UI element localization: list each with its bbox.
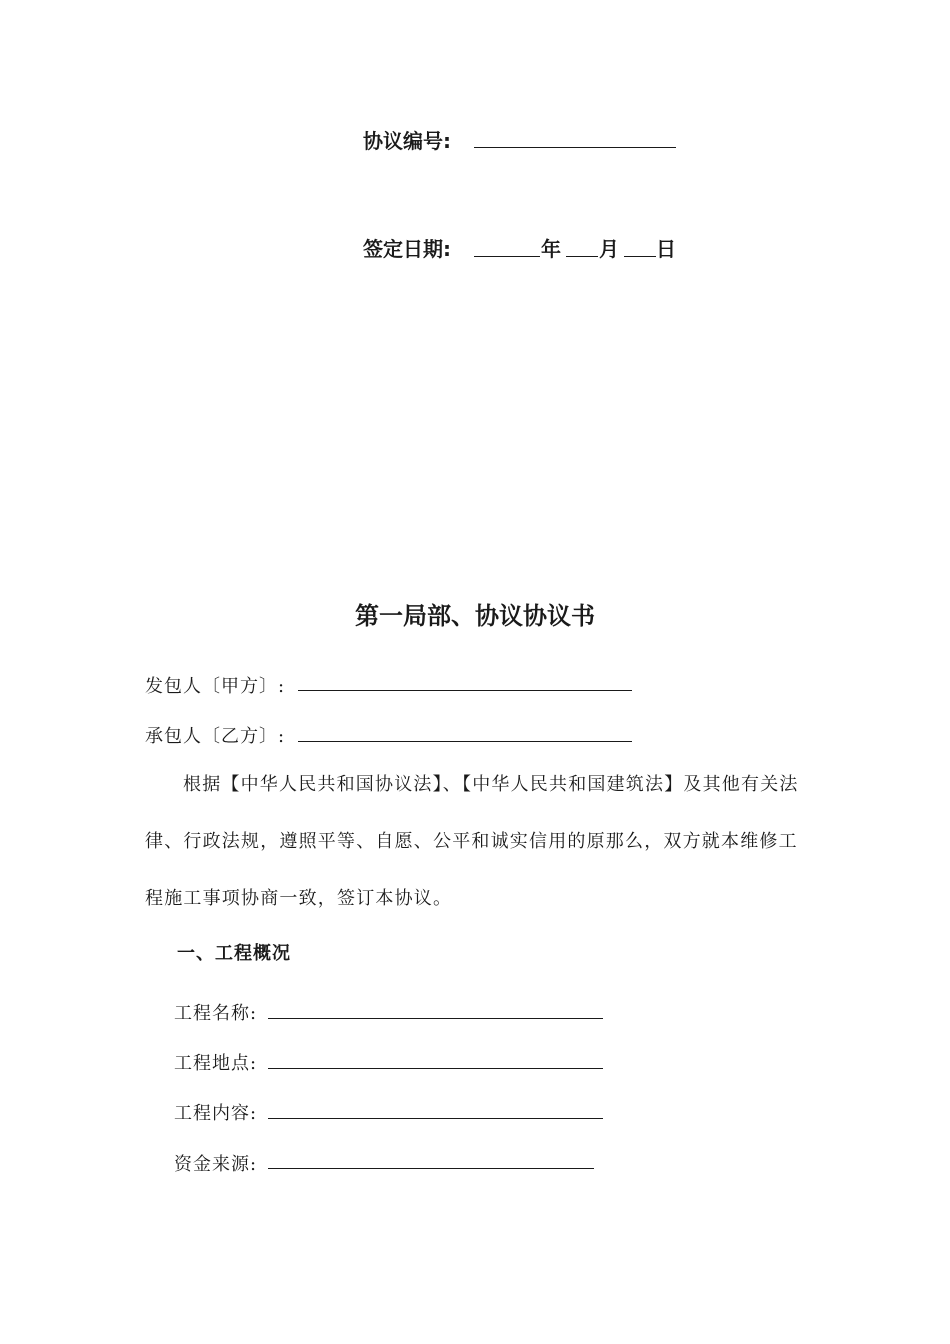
project-location-blank[interactable] — [268, 1068, 603, 1069]
employer-label: 发包人〔甲方〕: — [145, 676, 286, 697]
year-label: 年 — [541, 237, 561, 261]
month-label: 月 — [599, 237, 619, 261]
day-label: 日 — [656, 237, 676, 261]
contractor-label: 承包人〔乙方〕: — [145, 726, 286, 747]
intro-paragraph: 根据【中华人民共和国协议法】、【中华人民共和国建筑法】及其他有关法律、行政法规，遵照平等、自愿、公平和诚实信用的原那么，双方就本维修工程施工事项协商一致，签订本协议。 — [145, 774, 799, 909]
project-content-blank[interactable] — [268, 1118, 603, 1119]
project-name-blank[interactable] — [268, 1018, 603, 1019]
section-title: 第一局部、协议协议书 — [355, 602, 595, 630]
overview-heading: 一、工程概况 — [177, 943, 291, 964]
agreement-number-blank[interactable] — [474, 147, 676, 148]
sign-date-row — [363, 233, 451, 262]
agreement-number-row — [363, 125, 451, 154]
sign-month-blank[interactable] — [566, 256, 598, 257]
funding-source-blank[interactable] — [268, 1168, 594, 1169]
project-content-label: 工程内容: — [174, 1103, 258, 1124]
funding-source-label: 资金来源: — [174, 1154, 258, 1175]
contractor-blank[interactable] — [298, 741, 632, 742]
employer-blank[interactable] — [298, 690, 632, 691]
project-name-label: 工程名称: — [174, 1003, 258, 1024]
sign-date-label: 签定日期: — [363, 237, 451, 261]
agreement-number-label: 协议编号: — [363, 129, 451, 153]
project-location-label: 工程地点: — [174, 1053, 258, 1074]
sign-year-blank[interactable] — [474, 256, 540, 257]
sign-day-blank[interactable] — [624, 256, 656, 257]
